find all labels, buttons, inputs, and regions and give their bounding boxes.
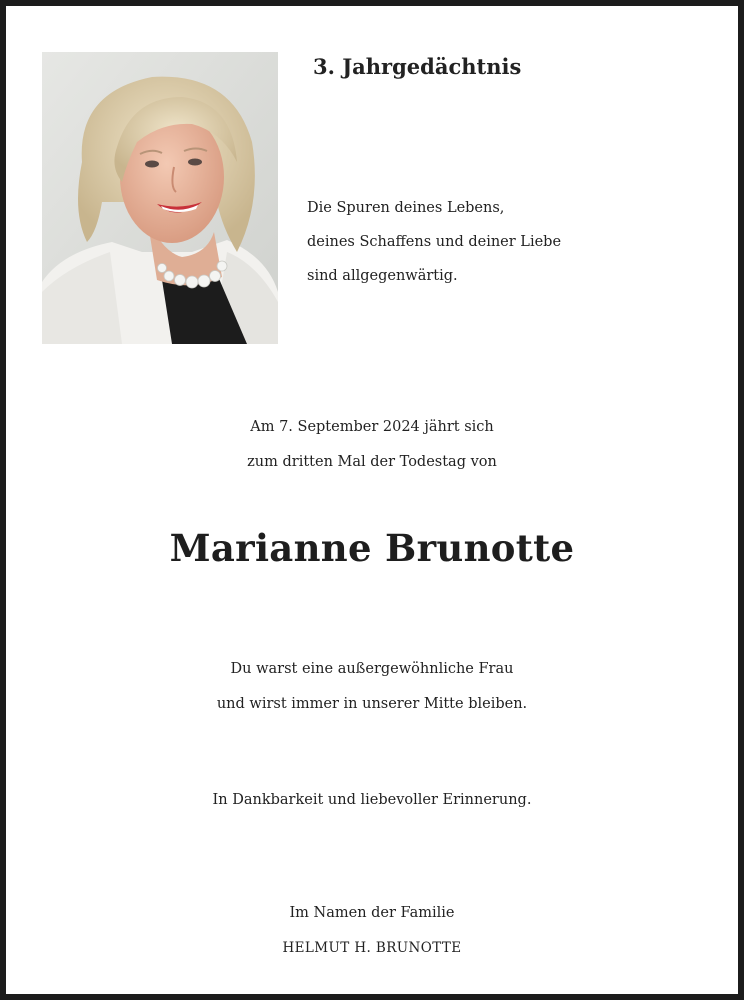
announcement-line: Am 7. September 2024 jährt sich bbox=[250, 419, 494, 435]
signatory-name: HELMUT H. BRUNOTTE bbox=[282, 940, 462, 956]
portrait-photo bbox=[42, 52, 278, 344]
family-signature bbox=[6, 896, 738, 966]
memorial-title: 3. Jahrgedächtnis bbox=[313, 54, 522, 79]
tribute-line: Du warst eine außergewöhnliche Frau bbox=[230, 661, 514, 677]
announcement-line: zum dritten Mal der Todestag von bbox=[247, 454, 497, 470]
poem-line: deines Schaffens und deiner Liebe bbox=[307, 234, 562, 250]
tribute-line: und wirst immer in unserer Mitte bleiben. bbox=[216, 696, 528, 712]
tribute bbox=[6, 652, 738, 722]
poem-line: Die Spuren deines Lebens, bbox=[307, 200, 505, 216]
poem-line: sind allgegenwärtig. bbox=[307, 268, 458, 284]
gratitude-text: In Dankbarkeit und liebevoller Erinnerung. bbox=[212, 792, 532, 808]
family-line: Im Namen der Familie bbox=[289, 905, 455, 921]
announcement bbox=[6, 410, 738, 480]
gratitude-line bbox=[6, 783, 738, 818]
deceased-name: Marianne Brunotte bbox=[169, 526, 575, 570]
portrait-image bbox=[42, 52, 278, 344]
poem bbox=[307, 191, 561, 293]
